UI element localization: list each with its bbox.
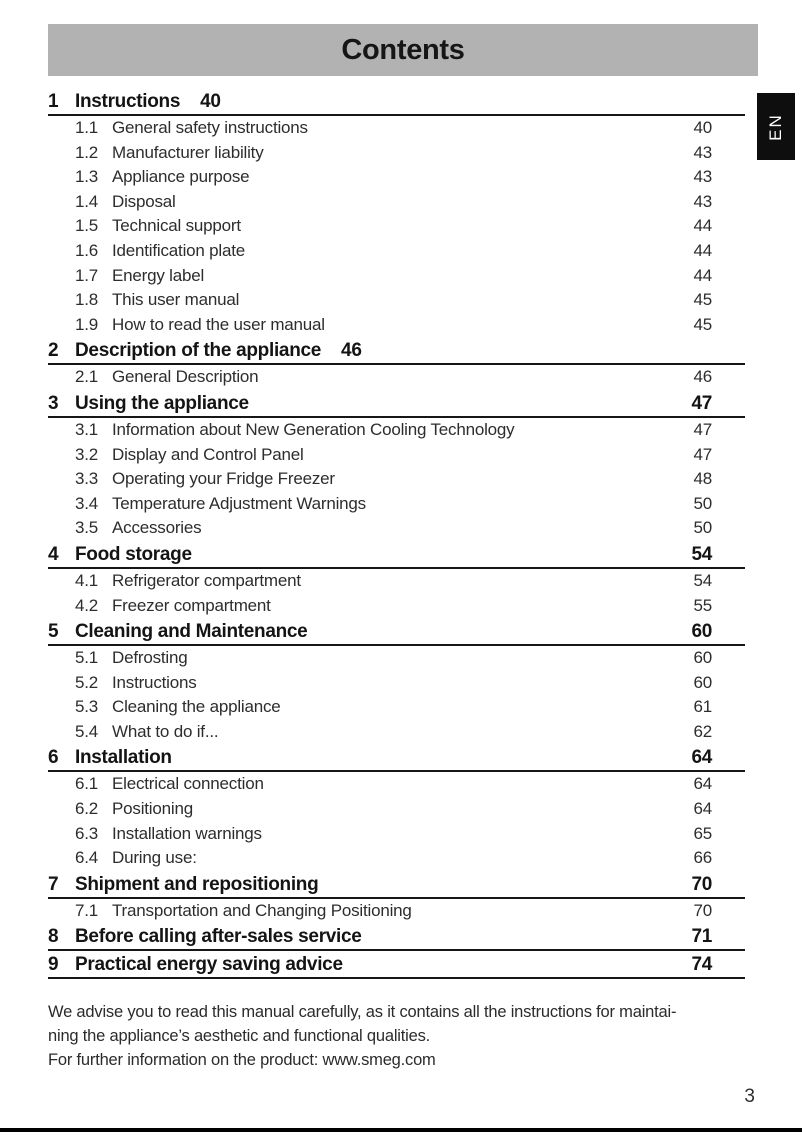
contents-header-bar — [48, 24, 758, 76]
toc-entry — [48, 190, 745, 215]
section-page-number: 54 — [691, 543, 712, 565]
entry-title: Cleaning the appliance — [112, 697, 281, 717]
footer-line-2: ning the appliance’s aesthetic and functional qualities. — [48, 1027, 431, 1045]
entry-number: 1.7 — [75, 265, 99, 285]
entry-page-number: 61 — [693, 697, 712, 717]
section-number: 5 — [48, 621, 59, 643]
toc-entry — [48, 214, 745, 239]
entry-page-number: 44 — [693, 240, 712, 260]
section-page-number: 71 — [691, 926, 712, 948]
toc-entry — [48, 141, 745, 166]
toc-entry — [48, 365, 745, 390]
entry-title: Identification plate — [112, 240, 246, 260]
entry-number: 1.2 — [75, 142, 99, 162]
entry-title: Freezer compartment — [112, 595, 271, 615]
toc-section-heading-6 — [48, 744, 745, 772]
entry-title: How to read the user manual — [112, 314, 325, 334]
entry-number: 1.8 — [75, 290, 99, 310]
section-title: Instructions — [75, 91, 181, 112]
toc-entry — [48, 165, 745, 190]
entry-number: 7.1 — [75, 900, 99, 920]
entry-title: Installation warnings — [112, 823, 262, 843]
toc-section-heading-5 — [48, 618, 745, 646]
entry-number: 4.1 — [75, 570, 99, 590]
entry-title: General safety instructions — [112, 118, 308, 137]
section-number: 7 — [48, 873, 59, 895]
entry-number: 6.2 — [75, 799, 99, 819]
language-tab-label: EN — [766, 112, 785, 141]
entry-number: 3.3 — [75, 469, 99, 489]
entry-title: Display and Control Panel — [112, 444, 304, 464]
toc-entry — [48, 288, 745, 313]
section-page-number: 60 — [691, 621, 712, 643]
entry-title: Technical support — [112, 216, 241, 236]
section-title: Shipment and repositioning — [75, 873, 319, 895]
toc-entry — [48, 569, 745, 594]
entry-title: Energy label — [112, 265, 205, 285]
entry-page-number: 43 — [693, 167, 712, 187]
entry-number: 5.3 — [75, 697, 99, 717]
section-number: 3 — [48, 392, 59, 414]
entry-number: 2.1 — [75, 367, 99, 387]
entry-page-number: 62 — [693, 721, 712, 741]
entry-title: Information about New Generation Cooling Technology — [112, 419, 515, 439]
entry-title: Transportation and Changing Positioning — [112, 900, 412, 920]
entry-title: Refrigerator compartment — [112, 570, 301, 590]
entry-page-number: 44 — [693, 265, 712, 285]
entry-page-number: 50 — [693, 493, 712, 513]
entry-page-number: 60 — [693, 672, 712, 692]
toc-section-heading-1 — [48, 88, 745, 116]
section-number: 6 — [48, 747, 59, 769]
entry-number: 3.5 — [75, 518, 99, 538]
entry-number: 3.2 — [75, 444, 99, 464]
entry-page-number: 48 — [693, 469, 712, 489]
entry-title: Positioning — [112, 799, 193, 819]
entry-number: 5.2 — [75, 672, 99, 692]
entry-page-number: 47 — [693, 444, 712, 464]
section-number: 4 — [48, 543, 59, 565]
toc-entry — [48, 418, 745, 443]
footer-note — [48, 1000, 753, 1072]
toc-entry — [48, 516, 745, 541]
entry-title: Instructions — [112, 672, 197, 692]
section-title: Installation — [75, 747, 172, 769]
toc-entry — [48, 899, 745, 924]
entry-page-number: 50 — [693, 518, 712, 538]
toc-section-heading-4 — [48, 541, 745, 569]
entry-title: This user manual — [112, 290, 240, 310]
entry-page-number: 45 — [693, 290, 712, 310]
toc-entry — [48, 313, 745, 338]
section-title: Description of the appliance — [75, 340, 322, 362]
toc-entry — [48, 772, 745, 797]
entry-number: 6.1 — [75, 774, 99, 794]
section-page-number: 40 — [200, 91, 221, 112]
entry-number: 5.1 — [75, 648, 99, 668]
toc-section-heading-3 — [48, 390, 745, 418]
page-number: 3 — [744, 1086, 755, 1107]
toc-entry — [48, 492, 745, 517]
footer-line-1: We advise you to read this manual carefully, as it contains all the instructions for maintai- — [48, 1003, 677, 1021]
entry-page-number: 64 — [693, 774, 712, 794]
entry-number: 1.5 — [75, 216, 99, 236]
toc-entry — [48, 822, 745, 847]
entry-page-number: 55 — [693, 595, 712, 615]
entry-page-number: 47 — [693, 419, 712, 439]
entry-page-number: 40 — [693, 118, 712, 137]
entry-title: Temperature Adjustment Warnings — [112, 493, 366, 513]
toc-entry — [48, 720, 745, 745]
table-of-contents — [48, 88, 745, 979]
toc-entry — [48, 443, 745, 468]
toc-entry — [48, 797, 745, 822]
entry-page-number: 43 — [693, 191, 712, 211]
section-title: Practical energy saving advice — [75, 954, 343, 976]
entry-number: 1.3 — [75, 167, 99, 187]
toc-entry — [48, 467, 745, 492]
toc-entry — [48, 671, 745, 696]
toc-entry — [48, 846, 745, 871]
entry-page-number: 54 — [693, 570, 712, 590]
entry-number: 3.4 — [75, 493, 99, 513]
toc-entry — [48, 695, 745, 720]
entry-page-number: 66 — [693, 848, 712, 868]
section-title: Cleaning and Maintenance — [75, 621, 308, 643]
entry-number: 1.4 — [75, 191, 99, 211]
language-tab — [757, 93, 795, 160]
entry-title: During use: — [112, 848, 197, 868]
entry-title: Appliance purpose — [112, 167, 250, 187]
section-title: Before calling after-sales service — [75, 926, 362, 948]
toc-section-heading-7 — [48, 871, 745, 899]
footer-line-3: For further information on the product: www.smeg.com — [48, 1051, 436, 1069]
entry-page-number: 44 — [693, 216, 712, 236]
entry-page-number: 70 — [693, 900, 712, 920]
toc-section-heading-2 — [48, 337, 745, 365]
toc-entry — [48, 264, 745, 289]
entry-number: 1.6 — [75, 240, 99, 260]
toc-section-heading-9 — [48, 951, 745, 979]
entry-page-number: 46 — [693, 367, 712, 387]
section-number: 2 — [48, 340, 59, 362]
bottom-border-rule — [0, 1128, 802, 1132]
section-number: 8 — [48, 926, 59, 948]
entry-title: Manufacturer liability — [112, 142, 264, 162]
section-page-number: 64 — [691, 747, 712, 769]
entry-number: 5.4 — [75, 721, 99, 741]
toc-entry — [48, 116, 745, 141]
entry-title: Electrical connection — [112, 774, 264, 794]
section-page-number: 47 — [691, 392, 712, 414]
section-page-number: 74 — [691, 954, 712, 976]
entry-number: 6.3 — [75, 823, 99, 843]
entry-number: 1.9 — [75, 314, 99, 334]
entry-page-number: 64 — [693, 799, 712, 819]
entry-number: 4.2 — [75, 595, 99, 615]
section-page-number: 46 — [341, 340, 362, 362]
section-title: Food storage — [75, 543, 192, 565]
entry-number: 3.1 — [75, 419, 99, 439]
section-title: Using the appliance — [75, 392, 249, 414]
entry-title: What to do if... — [112, 721, 219, 741]
toc-entry — [48, 646, 745, 671]
entry-title: Defrosting — [112, 648, 188, 668]
toc-entry — [48, 594, 745, 619]
entry-number: 6.4 — [75, 848, 99, 868]
toc-section-heading-8 — [48, 923, 745, 951]
section-number: 1 — [48, 91, 59, 112]
page-title: Contents — [341, 33, 465, 66]
section-number: 9 — [48, 954, 59, 976]
toc-entry — [48, 239, 745, 264]
section-page-number: 70 — [691, 873, 712, 895]
entry-title: Operating your Fridge Freezer — [112, 469, 335, 489]
entry-page-number: 65 — [693, 823, 712, 843]
entry-page-number: 45 — [693, 314, 712, 334]
entry-page-number: 43 — [693, 142, 712, 162]
entry-page-number: 60 — [693, 648, 712, 668]
entry-title: Disposal — [112, 191, 176, 211]
entry-number: 1.1 — [75, 118, 99, 137]
entry-title: Accessories — [112, 518, 202, 538]
entry-title: General Description — [112, 367, 259, 387]
